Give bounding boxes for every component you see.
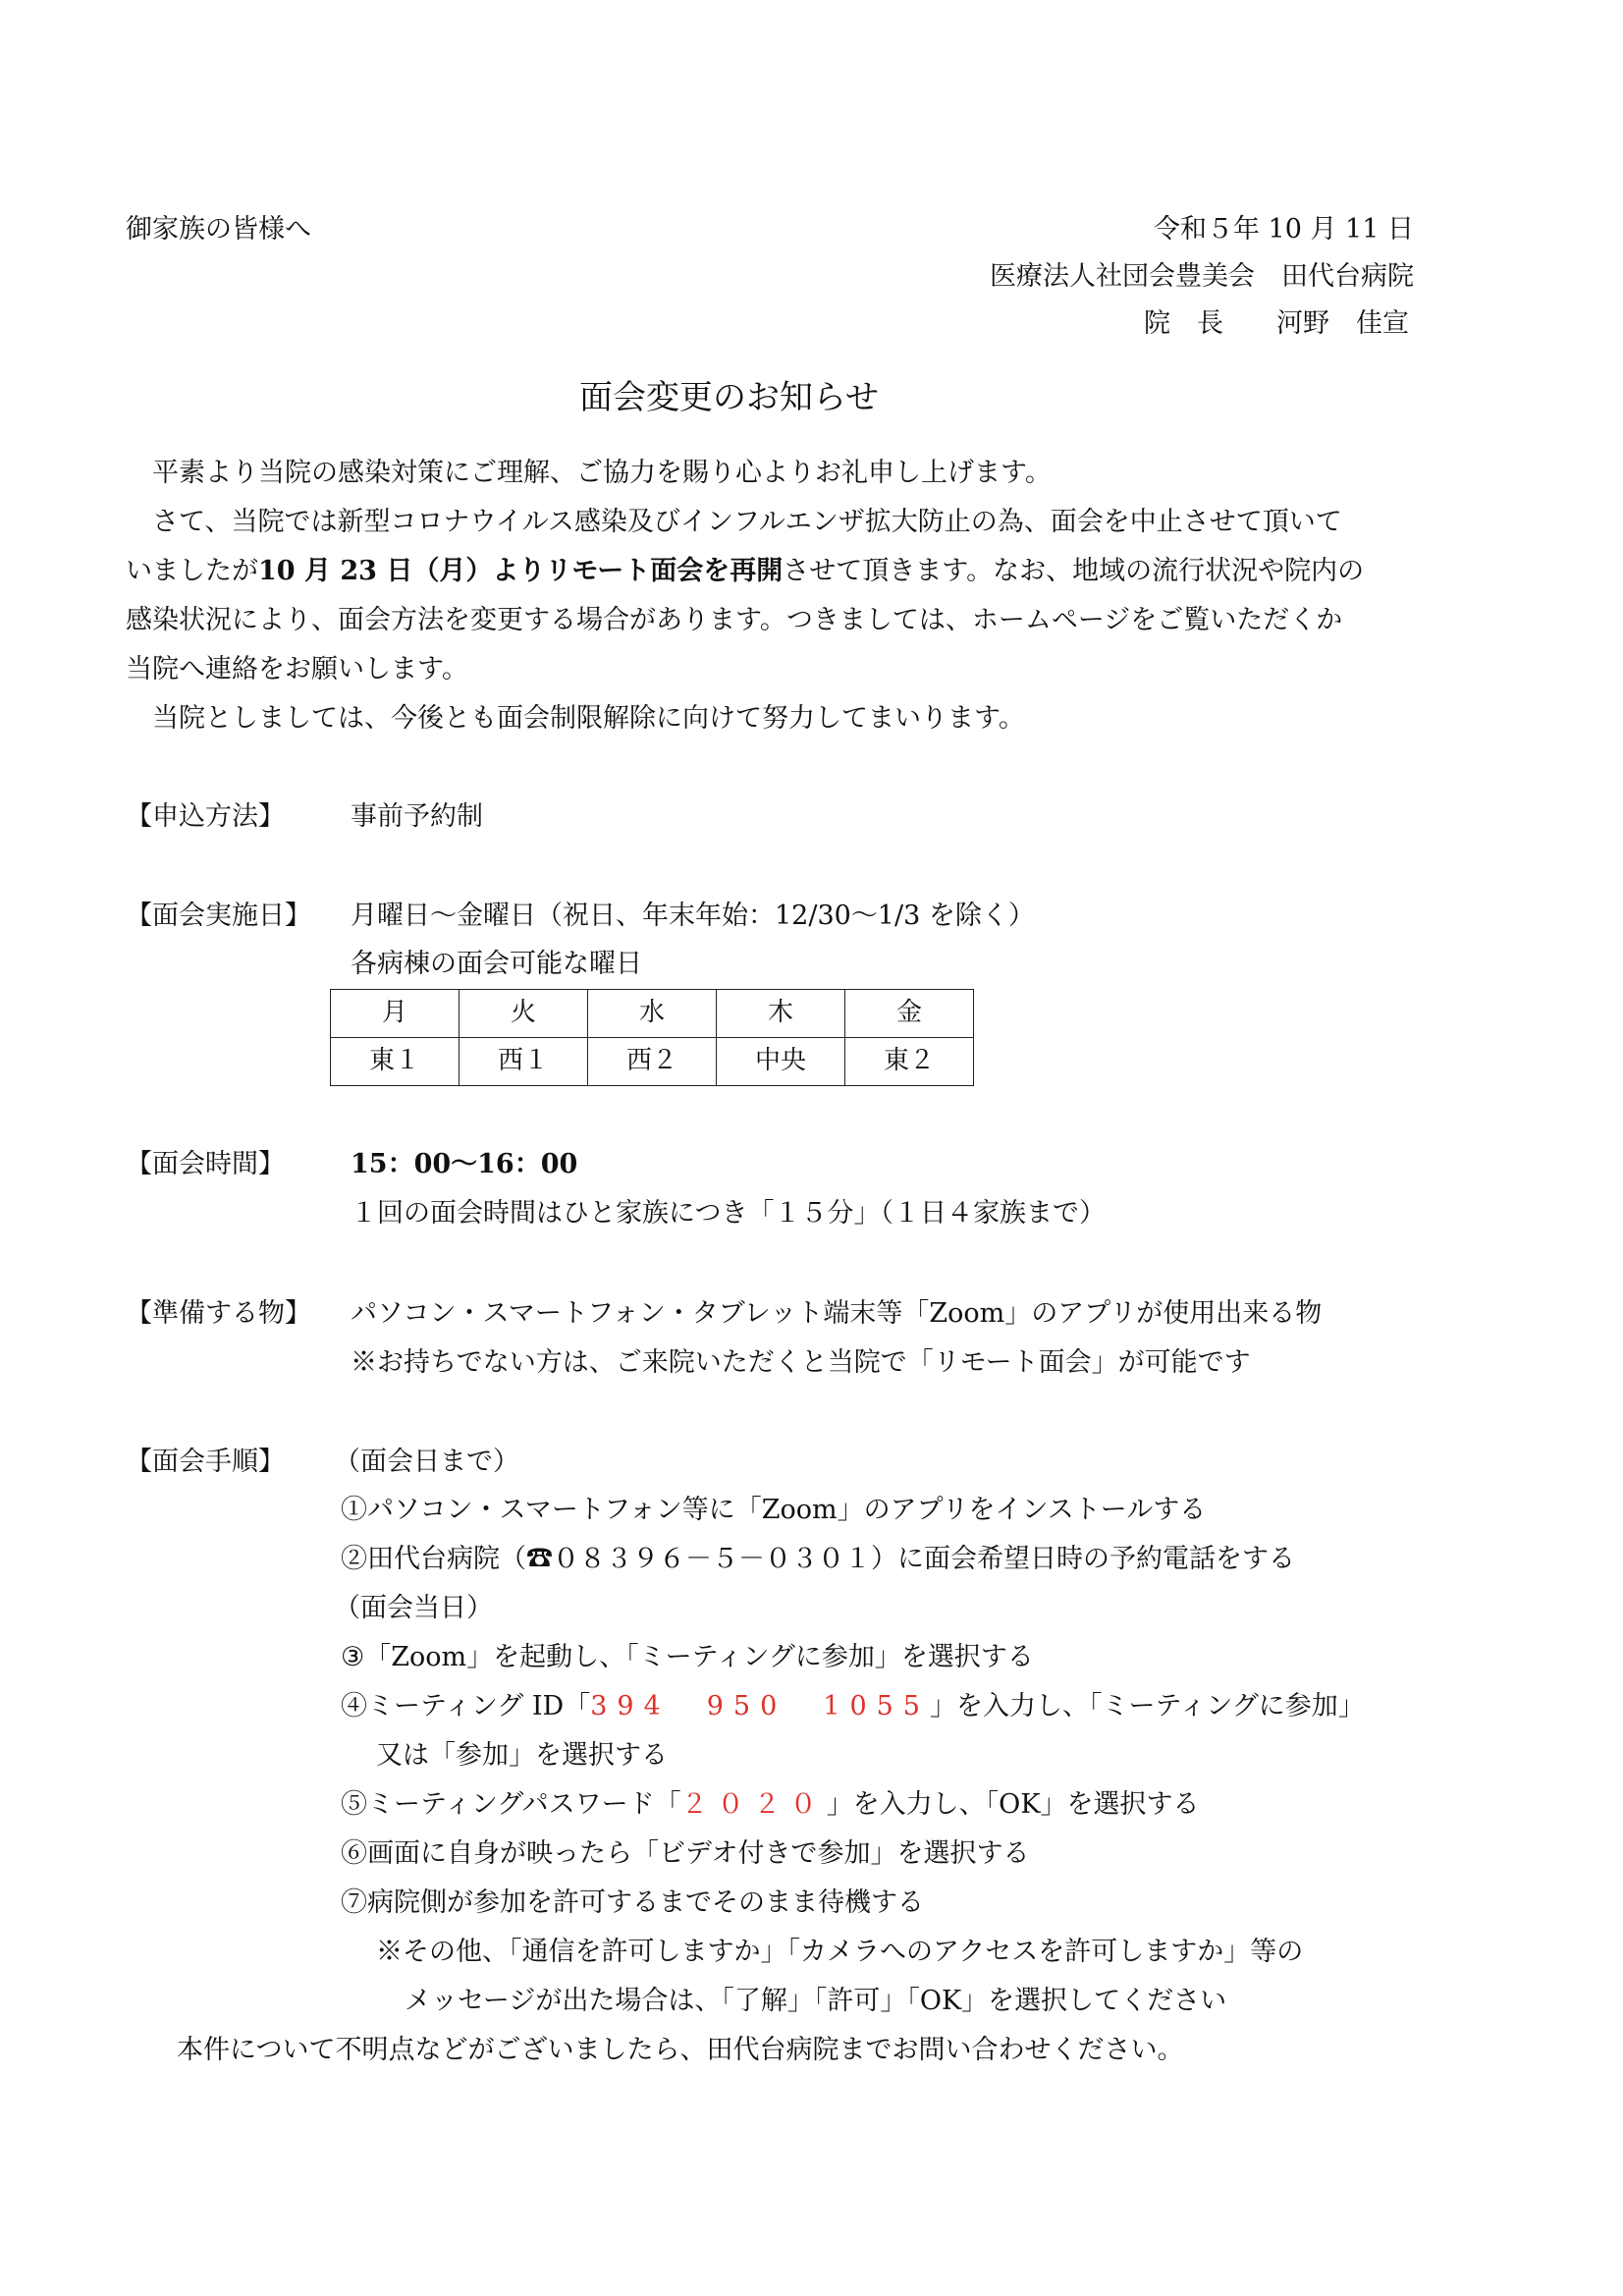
step-4-continued: 又は「参加」を選択する [376, 1740, 668, 1771]
step-7: ⑦病院側が参加を許可するまでそのまま待機する [341, 1887, 924, 1918]
intro-line-5: 当院へ連絡をお願いします。 [126, 654, 468, 684]
organization-name: 医療法人社団会豊美会 田代台病院 [990, 261, 1414, 292]
time-note: １回の面会時間はひと家族につき「１５分」（１日４家族まで） [351, 1198, 1106, 1229]
step-4-prefix: ④ミーティング ID「 [341, 1691, 591, 1722]
steps-day-heading: （面会当日） [334, 1593, 493, 1623]
steps-note-1: ※その他、「通信を許可しますか」「カメラへのアクセスを許可しますか」等の [376, 1937, 1304, 1967]
step-5-suffix: 」を入力し、「OK」を選択する [826, 1789, 1200, 1820]
time-value: 15：00～16：00 [351, 1149, 578, 1179]
steps-label: 【面会手順】 [126, 1447, 285, 1477]
dates-sub: 各病棟の面会可能な曜日 [351, 949, 642, 979]
ward-cell: 東１ [331, 1038, 460, 1086]
dates-label: 【面会実施日】 [126, 901, 311, 931]
intro-line-3c: させて頂きます。なお、地域の流行状況や院内の [783, 556, 1365, 586]
meeting-password: ２０２０ [680, 1789, 827, 1820]
step-5-prefix: ⑤ミーティングパスワード「 [341, 1789, 681, 1820]
ward-schedule-table [330, 989, 974, 1086]
closing-text: 本件について不明点などがございましたら、田代台病院までお問い合わせください。 [177, 2035, 1184, 2065]
director-name: 院 長 河野 佳宣 [1144, 308, 1409, 339]
intro-line-6: 当院としましては、今後とも面会制限解除に向けて努力してまいります。 [152, 703, 1025, 734]
apply-label: 【申込方法】 [126, 801, 285, 832]
intro-line-3 [126, 556, 1364, 587]
step-6: ⑥画面に自身が映ったら「ビデオ付きで参加」を選択する [341, 1838, 1030, 1869]
day-cell: 月 [331, 990, 460, 1038]
step-5 [341, 1789, 1200, 1821]
table-row [331, 990, 974, 1038]
intro-line-2: さて、当院では新型コロナウイルス感染及びインフルエンザ拡大防止の為、面会を中止させて頂いて [152, 507, 1342, 537]
prep-line-2: ※お持ちでない方は、ご来院いただくと当院で「リモート面会」が可能です [351, 1347, 1251, 1378]
step-2: ②田代台病院（☎０８３９６－５－０３０１）に面会希望日時の予約電話をする [341, 1544, 1295, 1574]
ward-cell: 中央 [717, 1038, 845, 1086]
dates-value: 月曜日～金曜日（祝日、年末年始：12/30～1/3 を除く） [351, 901, 1035, 931]
prep-line-1: パソコン・スマートフォン・タブレット端末等「Zoom」のアプリが使用出来る物 [351, 1298, 1323, 1329]
day-cell: 水 [588, 990, 717, 1038]
ward-cell: 西２ [588, 1038, 717, 1086]
meeting-id: 394 950 1055 [590, 1691, 930, 1722]
day-cell: 火 [460, 990, 588, 1038]
apply-value: 事前予約制 [351, 801, 483, 832]
day-cell: 金 [845, 990, 974, 1038]
table-row [331, 1038, 974, 1086]
page-title: 面会変更のお知らせ [579, 378, 879, 417]
day-cell: 木 [717, 990, 845, 1038]
step-3: ③「Zoom」を起動し、「ミーティングに参加」を選択する [341, 1642, 1034, 1672]
time-label: 【面会時間】 [126, 1149, 285, 1179]
recipient: 御家族の皆様へ [126, 214, 311, 245]
steps-note-2: メッセージが出た場合は、「了解」「許可」「OK」を選択してください [405, 1986, 1227, 2016]
step-4 [341, 1691, 1365, 1722]
ward-cell: 西１ [460, 1038, 588, 1086]
reopen-date: 10 月 23 日（月）よりリモート面会を再開 [258, 556, 784, 586]
issue-date: 令和５年 10 月 11 日 [1153, 214, 1414, 245]
intro-line-1: 平素より当院の感染対策にご理解、ご協力を賜り心よりお礼申し上げます。 [152, 458, 1052, 488]
intro-line-3a: いましたが [126, 556, 258, 586]
step-1: ①パソコン・スマートフォン等に「Zoom」のアプリをインストールする [341, 1495, 1207, 1525]
ward-cell: 東２ [845, 1038, 974, 1086]
step-4-suffix: 」を入力し、「ミーティングに参加」 [930, 1691, 1365, 1722]
prep-label: 【準備する物】 [126, 1298, 311, 1329]
intro-line-4: 感染状況により、面会方法を変更する場合があります。つきましては、ホームページをご覧いただくか [126, 605, 1343, 635]
steps-before-heading: （面会日まで） [334, 1447, 519, 1477]
